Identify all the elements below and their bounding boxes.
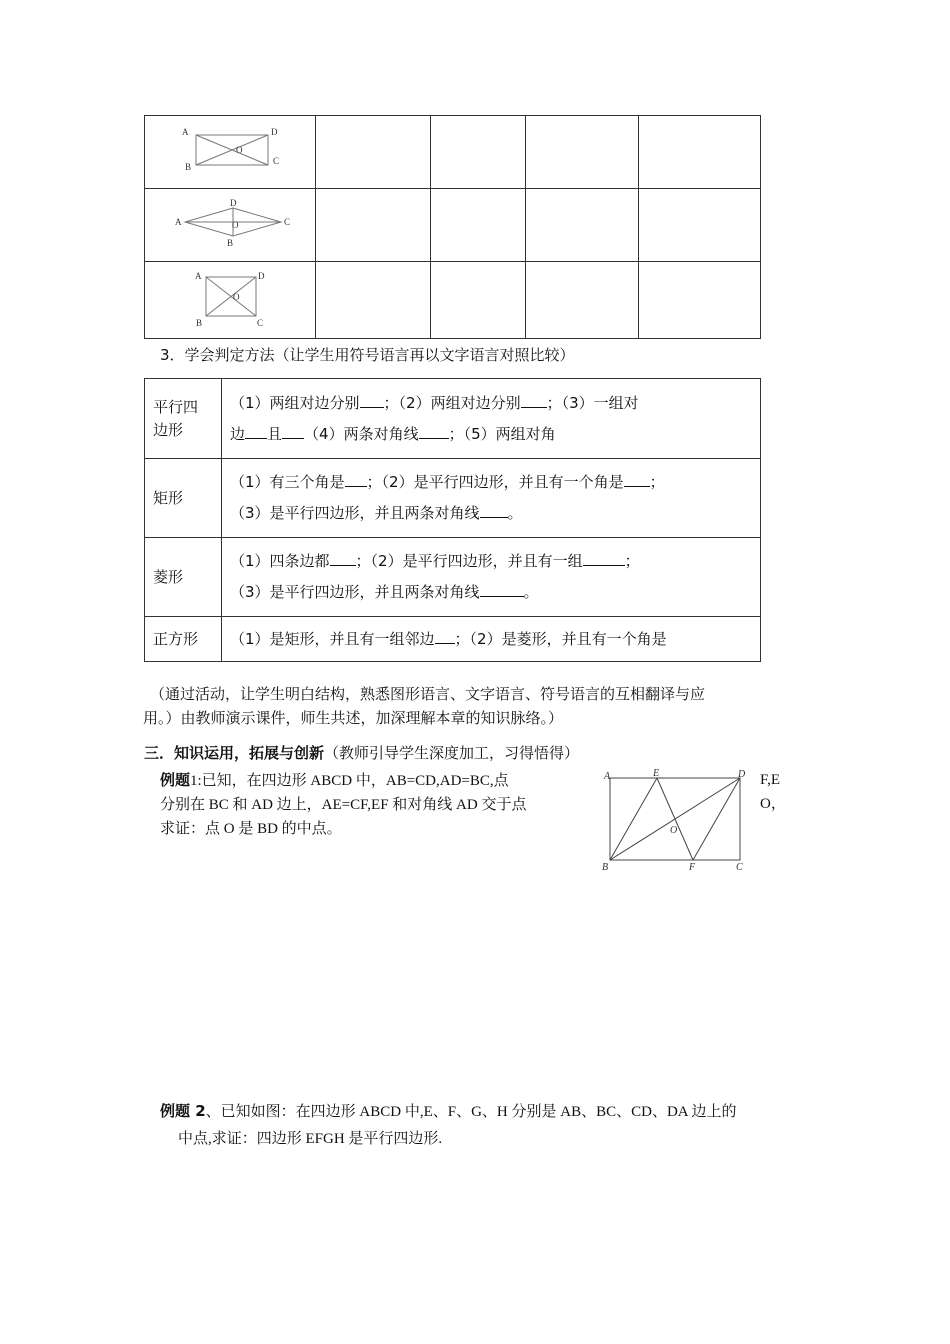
example1-figure [598,768,753,878]
rectangle-criteria: （1）有三个角是 ；（2）是平行四边形，并且有一个角是 ； （3）是平行四边形，并且两条对角线 。 [222,459,761,538]
rhombus-figure-cell [145,189,316,262]
example1-text: 例题1:已知，在四边形 ABCD 中，AB=CD,AD=BC,点 分别在 BC 和 AD 边上，AE=CF,EF 和对角线 AD 交于点 求证：点 O 是 BD 的中点。 [160,771,527,837]
fig1-label-b: B [602,862,609,873]
blank-cell [431,262,526,339]
rectangle-figure-cell [145,116,316,189]
blank-cell [639,116,761,189]
rhombus-label-o: O [232,220,239,230]
blank-cell [431,189,526,262]
rect-label-o: O [236,145,243,155]
square-label-c: C [257,318,264,328]
fig1-label-d: D [738,769,746,780]
square-label-d: D [258,271,265,281]
rhombus-diagram [145,189,315,257]
blank-cell [431,116,526,189]
blank-cell [316,262,431,339]
blank-cell [316,189,431,262]
square-label-a: A [195,271,202,281]
section-three-title: 三．知识运用，拓展与创新（教师引导学生深度加工，习得悟得） [144,744,580,762]
blank-cell [639,262,761,339]
square-label: 正方形 [145,617,222,662]
fig1-label-c: C [736,862,743,873]
fig1-label-f: F [689,862,696,873]
blank-cell [526,262,639,339]
rhombus-label-c: C [284,217,291,227]
fig1-label-o: O [670,825,678,836]
rect-label-b: B [185,162,192,172]
square-criteria: （1）是矩形，并且有一组邻边 ；（2）是菱形，并且有一个角是 [222,617,761,662]
rhombus-label-d: D [230,198,237,208]
rectangle-label: 矩形 [145,459,222,538]
rect-label-c: C [273,156,280,166]
rect-label-a: A [182,127,189,137]
parallelogram-criteria: （1）两组对边分别 ；（2）两组对边分别 ；（3）一组对 边 且 （4）两条对角线 ；（5）两组对角 [222,379,761,459]
activity-note: （通过活动，让学生明白结构，熟悉图形语言、文字语言、符号语言的互相翻译与应 用。）由教师演示课件，师生共述，加深理解本章的知识脉络。） [143,685,706,727]
example1-side-text: F,E O， [760,772,786,812]
rhombus-label: 菱形 [145,538,222,617]
rhombus-label-b: B [227,238,234,248]
square-label-o: O [233,292,240,302]
square-label-b: B [196,318,203,328]
rectangle-diagram [145,116,315,184]
criteria-table [144,378,761,662]
example2-text: 例题 2、已知如图：在四边形 ABCD 中,E、F、G、H 分别是 AB、BC、CD、DA 边上的 中点,求证：四边形 EFGH 是平行四边形. [160,1102,737,1147]
blank-cell [316,116,431,189]
square-figure-cell [145,262,316,339]
parallelogram-label: 平行四边形 [145,379,222,459]
fig1-label-a: A [604,771,611,782]
rhombus-label-a: A [175,217,182,227]
blank-cell [526,189,639,262]
blank-cell [639,189,761,262]
rhombus-criteria: （1）四条边都 ；（2）是平行四边形，并且有一组 ； （3）是平行四边形，并且两条对角线 。 [222,538,761,617]
rect-label-d: D [271,127,278,137]
blank-cell [526,116,639,189]
square-diagram [145,262,315,334]
section3-heading: 3．学会判定方法（让学生用符号语言再以文字语言对照比较） [160,346,575,364]
fig1-label-e: E [653,768,660,779]
shape-properties-table [144,115,761,339]
